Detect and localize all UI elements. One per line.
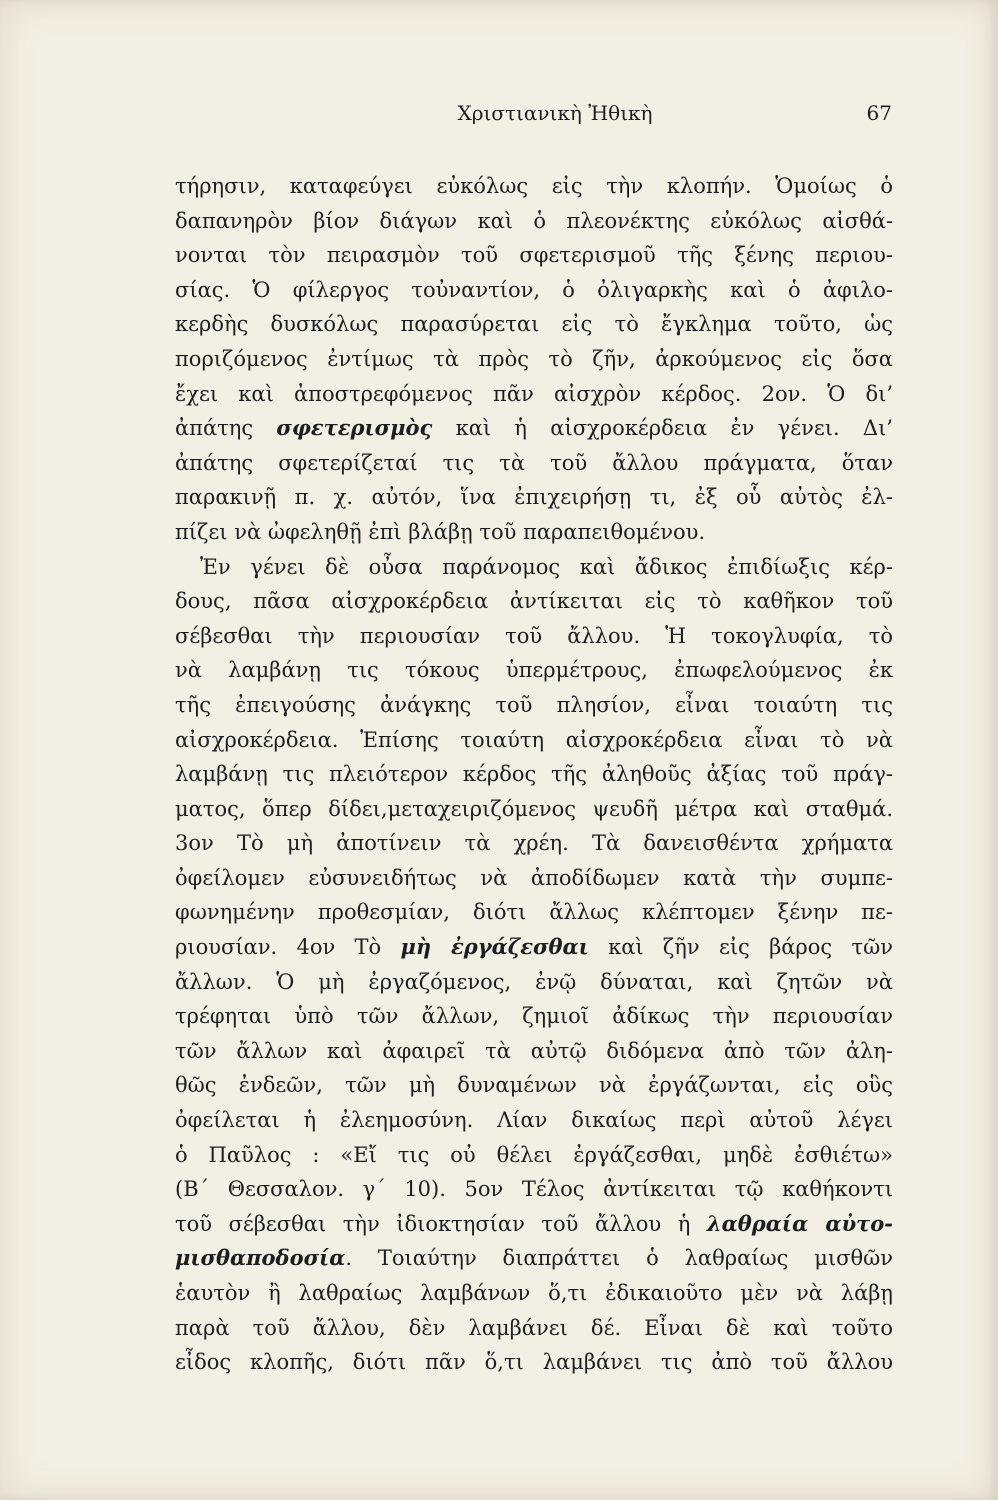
text-line bbox=[175, 826, 893, 861]
text-line bbox=[175, 1103, 893, 1138]
text-line bbox=[175, 619, 893, 654]
text-run: αἰσχροκέρδεια. Ἐπίσης τοιαύτη αἰσχροκέρδεια εἶναι τὸ νὰ bbox=[175, 727, 893, 752]
text-run: ἑαυτὸν ἢ λαθραίως λαμβάνων ὅ,τι ἐδικαιοῦτο μὲν νὰ λάβῃ bbox=[175, 1281, 893, 1305]
text-line bbox=[175, 895, 893, 930]
text-line bbox=[175, 999, 893, 1034]
text-line bbox=[175, 515, 893, 550]
text-run: σέβεσθαι τὴν περιουσίαν τοῦ ἄλλου. Ἡ τοκογλυφία, τὸ bbox=[175, 623, 893, 648]
text-line bbox=[175, 584, 893, 619]
text-line bbox=[175, 653, 893, 688]
text-run: τρέφηται ὑπὸ τῶν ἄλλων, ζημιοῖ ἀδίκως τὴν περιουσίαν bbox=[175, 1004, 893, 1029]
text-run: (Β΄ Θεσσαλον. γ΄ 10). 5ον Τέλος ἀντίκειται τῷ καθήκοντι bbox=[175, 1177, 893, 1202]
text-line bbox=[175, 446, 893, 481]
running-head: Χριστιανικὴ Ἠθικὴ bbox=[457, 101, 653, 125]
page-number: 67 bbox=[866, 101, 892, 125]
text-line bbox=[175, 861, 893, 896]
text-run: θῶς ἐνδεῶν, τῶν μὴ δυναμένων νὰ ἐργάζωνται, εἰς οὓς bbox=[175, 1073, 893, 1098]
text-line bbox=[175, 550, 893, 585]
text-run: παρὰ τοῦ ἄλλου, δὲν λαμβάνει δέ. Εἶναι δὲ καὶ τοῦτο bbox=[175, 1315, 893, 1340]
text-line bbox=[175, 792, 893, 827]
text-run: παρακινῇ π. χ. αὐτόν, ἵνα ἐπιχειρήσῃ τι, ἐξ οὗ αὐτὸς ἐλ- bbox=[175, 485, 893, 510]
text-run: καὶ ζῆν εἰς βάρος τῶν bbox=[588, 935, 893, 960]
text-run: εἶδος κλοπῆς, διότι πᾶν ὅ,τι λαμβάνει τις ἀπὸ τοῦ ἄλλου bbox=[175, 1350, 893, 1375]
text-line bbox=[175, 204, 893, 239]
text-line bbox=[175, 1172, 893, 1207]
text-run: δους, πᾶσα αἰσχροκέρδεια ἀντίκειται εἰς τὸ καθῆκον τοῦ bbox=[175, 589, 893, 614]
text-run: δαπανηρὸν βίον διάγων καὶ ὁ πλεονέκτης εὐκόλως αἰσθά- bbox=[175, 208, 893, 233]
text-run: ἀπάτης σφετερίζεταί τις τὰ τοῦ ἄλλου πράγματα, ὅταν bbox=[175, 450, 893, 475]
text-run: καὶ ἡ αἰσχροκέρδεια ἐν γένει. Δι’ bbox=[432, 416, 893, 441]
text-line bbox=[175, 1241, 893, 1276]
text-line bbox=[175, 1068, 893, 1103]
text-run: τῶν ἄλλων καὶ ἀφαιρεῖ τὰ αὐτῷ διδόμενα ἀπὸ τῶν ἀλη- bbox=[175, 1038, 893, 1063]
text-run: τοῦ σέβεσθαι τὴν ἰδιοκτησίαν τοῦ ἄλλου ἡ bbox=[175, 1211, 707, 1236]
emphasized-term: λαθραία αὐτο- bbox=[706, 1210, 893, 1236]
text-run: τῆς ἐπειγούσης ἀνάγκης τοῦ πλησίον, εἶναι τοιαύτη τις bbox=[175, 692, 893, 717]
text-run: ἔχει καὶ ἀποστρεφόμενος πᾶν αἰσχρὸν κέρδος. 2ον. Ὁ δι’ bbox=[175, 381, 893, 406]
text-run: ὀφείλεται ἡ ἐλεημοσύνη. Λίαν δικαίως περὶ αὐτοῦ λέγει bbox=[175, 1108, 893, 1133]
text-line bbox=[175, 480, 893, 515]
text-line bbox=[175, 1207, 893, 1242]
text-line bbox=[175, 1034, 893, 1069]
text-run: νὰ λαμβάνῃ τις τόκους ὑπερμέτρους, ἐπωφελούμενος ἐκ bbox=[175, 658, 893, 683]
text-line bbox=[175, 723, 893, 758]
text-run: . Τοιαύτην διαπράττει ὁ λαθραίως μισθῶν bbox=[345, 1246, 893, 1271]
text-run: τήρησιν, καταφεύγει εὐκόλως εἰς τὴν κλοπήν. Ὁμοίως ὁ bbox=[175, 174, 893, 198]
emphasized-term: μισθαποδοσία bbox=[175, 1245, 346, 1271]
text-run: νονται τὸν πειρασμὸν τοῦ σφετερισμοῦ τῆς ξένης περιου- bbox=[175, 243, 893, 268]
text-line bbox=[175, 1276, 893, 1311]
text-line bbox=[175, 1138, 893, 1173]
text-line bbox=[175, 688, 893, 723]
text-run: Ἐν γένει δὲ οὖσα παράνομος καὶ ἄδικος ἐπιδίωξις κέρ- bbox=[200, 554, 893, 579]
text-run: ματος, ὅπερ δίδει,μεταχειριζόμενος ψευδῆ μέτρα καὶ σταθμά. bbox=[175, 796, 893, 821]
text-line bbox=[175, 377, 893, 412]
text-line bbox=[175, 169, 893, 204]
text-run: κερδὴς δυσκόλως παρασύρεται εἰς τὸ ἔγκλημα τοῦτο, ὡς bbox=[175, 312, 893, 337]
text-line bbox=[175, 238, 893, 273]
emphasized-term: μὴ ἐργάζεσθαι bbox=[400, 934, 589, 960]
text-line bbox=[175, 307, 893, 342]
text-run: λαμβάνῃ τις πλειότερον κέρδος τῆς ἀληθοῦς ἀξίας τοῦ πράγ- bbox=[175, 762, 893, 787]
text-run: ποριζόμενος ἐντίμως τὰ πρὸς τὸ ζῆν, ἀρκούμενος εἰς ὅσα bbox=[175, 346, 893, 371]
text-line bbox=[175, 273, 893, 308]
text-line bbox=[175, 411, 893, 446]
text-run: φωνημένην προθεσμίαν, διότι ἄλλως κλέπτομεν ξένην πε- bbox=[175, 900, 893, 925]
text-line bbox=[175, 757, 893, 792]
text-run: ἄλλων. Ὁ μὴ ἐργαζόμενος, ἐνῷ δύναται, καὶ ζητῶν νὰ bbox=[175, 969, 893, 994]
body-text bbox=[175, 169, 893, 1380]
text-line bbox=[175, 1311, 893, 1346]
text-run: πίζει νὰ ὠφεληθῇ ἐπὶ βλάβῃ τοῦ παραπειθομένου. bbox=[175, 519, 706, 544]
text-run: 3ον Τὸ μὴ ἀποτίνειν τὰ χρέη. Τὰ δανεισθέντα χρήματα bbox=[175, 831, 893, 856]
text-run: ἀπάτης bbox=[175, 416, 277, 441]
text-line bbox=[175, 1345, 893, 1380]
emphasized-term: σφετερισμὸς bbox=[276, 415, 433, 441]
text-line bbox=[175, 965, 893, 1000]
text-run: ὁ Παῦλος : «Εἴ τις οὐ θέλει ἐργάζεσθαι, μηδὲ ἐσθιέτω» bbox=[175, 1142, 893, 1167]
text-line bbox=[175, 342, 893, 377]
text-run: ριουσίαν. 4ον Τὸ bbox=[175, 935, 401, 960]
text-run: σίας. Ὁ φίλεργος τοὐναντίον, ὁ ὀλιγαρκὴς καὶ ὁ ἀφιλο- bbox=[175, 277, 893, 302]
text-run: ὀφείλομεν εὐσυνειδήτως νὰ ἀποδίδωμεν κατὰ τὴν συμπε- bbox=[175, 865, 893, 890]
text-line bbox=[175, 930, 893, 965]
